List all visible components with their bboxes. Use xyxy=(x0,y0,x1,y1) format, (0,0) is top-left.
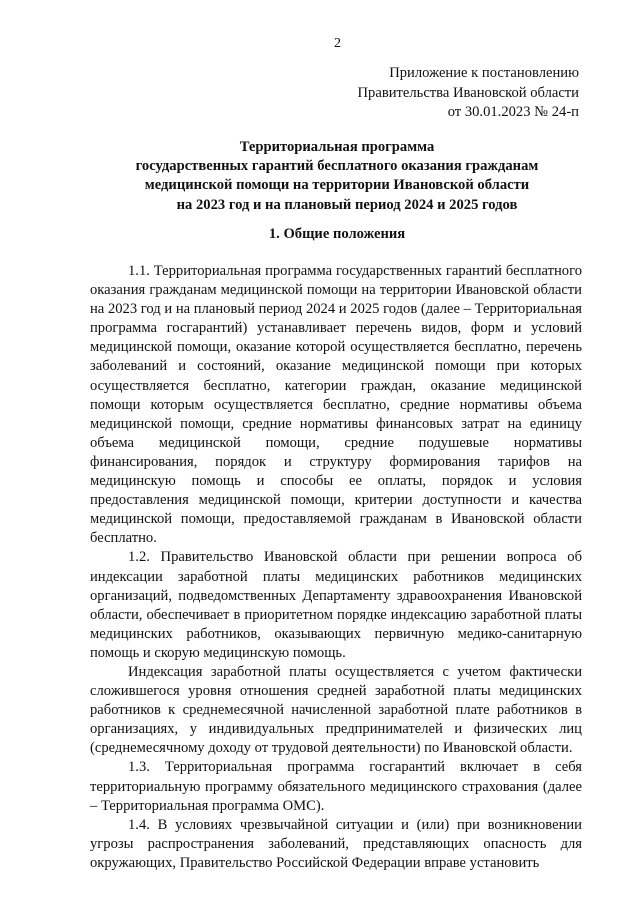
section-heading: 1. Общие положения xyxy=(268,226,406,242)
paragraph: 1.4. В условиях чрезвычайной ситуации и (или) при возникновении угрозы распространения заболеваний, представляющих опасность для окружающих, Правительство Российской Федерации вправе установить xyxy=(90,816,582,871)
paragraph: Индексация заработной платы осуществляется с учетом фактически сложившегося уровня отношения средней заработной платы медицинских работников к среднемесячной начисленной заработной плате работников в организациях, у индивидуальных предпринимателей и физических лиц (среднемесячному доходу от трудовой деятельности) по Ивановской области. xyxy=(90,663,582,757)
title-line: на 2023 год и на плановый период 2024 и 2025 годов xyxy=(176,196,518,213)
document-title xyxy=(92,138,582,215)
page-number: 2 xyxy=(334,36,341,51)
appendix-line: от 30.01.2023 № 24-п xyxy=(447,104,579,120)
paragraph: 1.3. Территориальная программа госгарантий включает в себя территориальную программу обязательного медицинского страхования (далее – Территориальная программа ОМС). xyxy=(90,759,582,814)
paragraph: 1.1. Территориальная программа государственных гарантий бесплатного оказания гражданам медицинской помощи на территории Ивановской области на 2023 год и на плановый период 2024 и 2025 годов (далее – Территориальная программа госгарантий) устанавливает перечень видов, форм и условий медицинской помощи, оказание которой осуществляется бесплатно, перечень заболеваний и состояний, оказание медицинской помощи при которых осуществляется бесплатно, категории граждан, оказание медицинской помощи которым осуществляется бесплатно, средние нормативы объема медицинской помощи, средние нормативы финансовых затрат на единицу объема медицинской помощи, средние подушевые нормативы финансирования, порядок и структуру формирования тарифов на медицинскую помощь и способы ее оплаты, порядок и условия предоставления медицинской помощи, критерии доступности и качества медицинской помощи, предоставляемой гражданам в Ивановской области бесплатно. xyxy=(90,263,582,547)
section-body xyxy=(90,262,582,873)
title-line: Территориальная программа xyxy=(239,139,435,155)
appendix-line: Правительства Ивановской области xyxy=(357,84,579,101)
appendix-line: Приложение к постановлению xyxy=(389,65,579,81)
title-line: медицинской помощи на территории Ивановской области xyxy=(144,177,530,194)
title-line: государственных гарантий бесплатного оказания гражданам xyxy=(135,158,539,175)
paragraph: 1.2. Правительство Ивановской области при решении вопроса об индексации заработной платы медицинских работников медицинских организаций, подведомственных Департаменту здравоохранения Ивановской области, обеспечивает в приоритетном порядке индексацию заработной платы медицинских работников, оказывающих первичную медико-санитарную помощь и скорую медицинскую помощь. xyxy=(90,549,582,661)
appendix-reference xyxy=(358,64,579,123)
